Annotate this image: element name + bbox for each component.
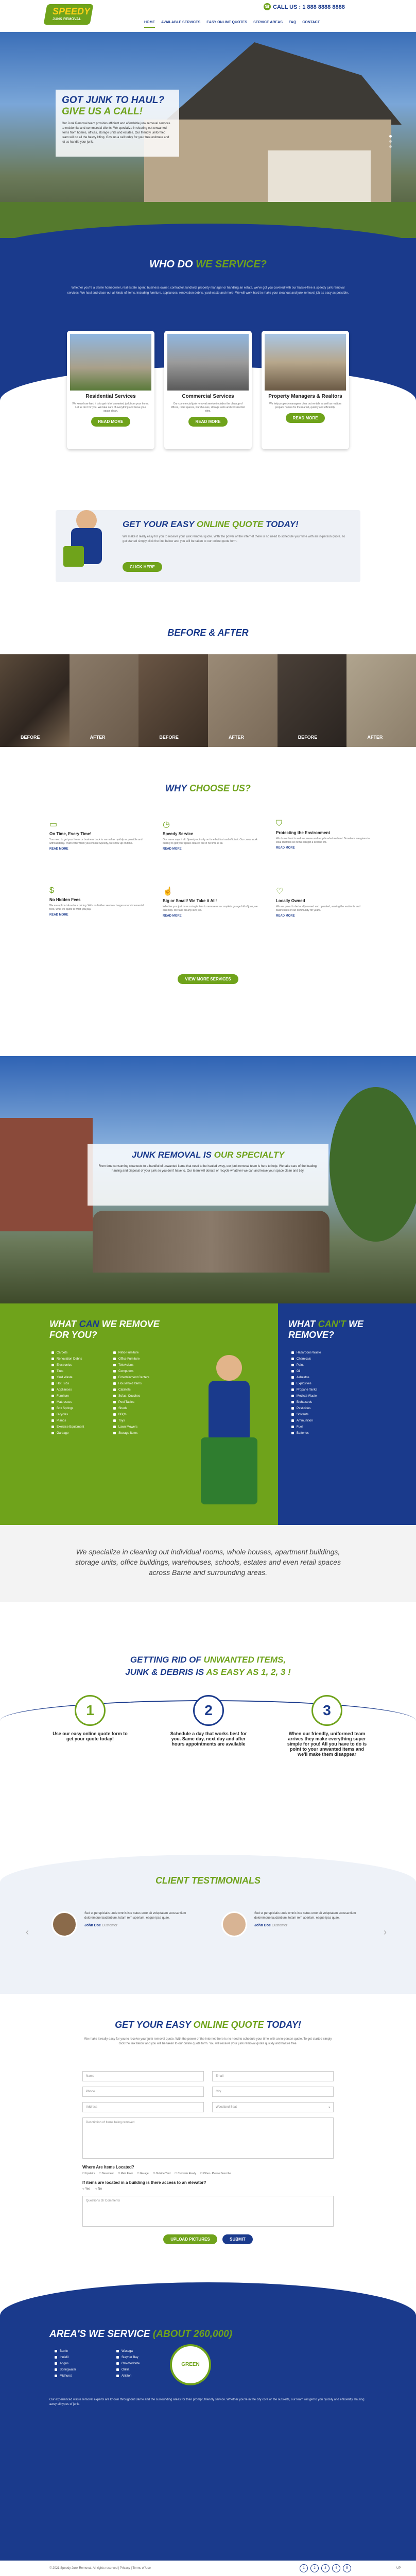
before-label: BEFORE: [298, 735, 318, 740]
logo-sub: JUNK REMOVAL: [53, 18, 81, 21]
nav-quotes[interactable]: EASY ONLINE QUOTES: [206, 21, 248, 24]
quote-title: GET YOUR EASY ONLINE QUOTE TODAY!: [123, 519, 299, 529]
can-item: Bicycles: [51, 1412, 108, 1418]
card-title: Commercial Services: [182, 394, 234, 399]
before-after-title: BEFORE & AFTER: [167, 628, 249, 638]
testimonial-name: John Doe: [254, 1924, 271, 1927]
area-item: Midhurst: [55, 2373, 106, 2379]
cant-list: [291, 1350, 384, 1436]
cant-item: Propane Tanks: [291, 1387, 384, 1393]
form-intro: We make it really easy for you to receive your junk removal quote. With the power of the internet there is no need to schedule your time with an in-person quote. To get started simply click the link below and you will be taken to our online quote form. You will receive your junk removal quote quickly and hassle free.: [84, 2038, 332, 2045]
where-label: Where Are Items Located?: [82, 2165, 134, 2170]
read-more-link[interactable]: READ MORE: [276, 846, 295, 850]
quote-form: [82, 2071, 334, 2246]
why-item-title: Locally Owned: [276, 899, 305, 903]
cant-item: Solvents: [291, 1412, 384, 1418]
why-item-6: [276, 886, 374, 918]
shield-icon: ⛉: [276, 819, 283, 828]
can-item: Pianos: [51, 1418, 108, 1424]
hero-title-line1: GOT JUNK TO HAUL?: [62, 95, 165, 106]
area-item: Springwater: [55, 2367, 106, 2373]
upload-pictures-button[interactable]: UPLOAD PICTURES: [163, 2234, 217, 2244]
main-nav: [144, 21, 350, 28]
why-item-2: [163, 819, 261, 851]
specialize-section: [0, 1525, 416, 1602]
header: [0, 0, 416, 32]
where-opt[interactable]: ☐ Upstairs: [82, 2172, 95, 2175]
prev-arrow-icon[interactable]: ‹: [26, 1927, 29, 1937]
brick-house-image: [0, 1118, 93, 1231]
after-label: AFTER: [90, 735, 106, 740]
steps-title: GETTING RID OF UNWANTED ITEMS, JUNK & DEBRIS IS AS EASY AS 1, 2, 3 !: [125, 1655, 291, 1677]
back-to-top-button[interactable]: UP: [396, 2567, 401, 2570]
can-item: Exercise Equipment: [51, 1424, 108, 1430]
who-card-residential: [67, 331, 154, 449]
tree-image: [330, 1087, 416, 1242]
view-more-services-button[interactable]: VIEW MORE SERVICES: [178, 974, 238, 984]
form-title: GET YOUR EASY ONLINE QUOTE TODAY!: [115, 2020, 301, 2030]
area-item: Orillia: [116, 2367, 168, 2373]
elevator-options: [82, 2188, 102, 2191]
why-item-text: We are proud to be locally owned and operated, serving the residents and businesses of our community for years.: [276, 905, 360, 912]
commercial-image: [167, 334, 249, 391]
copyright: © 2021 Speedy Junk Removal. All rights reserved | Privacy | Terms of Use: [49, 2567, 151, 2570]
can-item: Lawn Mowers: [113, 1424, 170, 1430]
logo-text: SPEEDY: [53, 6, 91, 16]
can-item: Renovation Debris: [51, 1356, 108, 1362]
cant-item: Explosives: [291, 1381, 384, 1387]
testimonial-1: [51, 1911, 196, 1927]
can-item: Electronics: [51, 1362, 108, 1368]
where-opt[interactable]: ☐ Garage: [137, 2172, 149, 2175]
before-image-2: [138, 654, 208, 747]
areas-section: [0, 2282, 416, 2561]
testimonial-name: John Doe: [84, 1924, 101, 1927]
elevator-no-radio[interactable]: ○ No: [95, 2188, 102, 2191]
elevator-label: If items are located in a building is there access to an elevator?: [82, 2180, 206, 2185]
area-item: Alliston: [116, 2373, 168, 2379]
areas-title: AREA'S WE SERVICE (ABOUT 260,000): [49, 2329, 233, 2340]
area-item: Innisfil: [55, 2354, 106, 2361]
why-item-4: [49, 886, 147, 917]
hero-title-line2: GIVE US A CALL!: [62, 106, 143, 117]
why-item-5: [163, 886, 261, 918]
why-item-text: You need to get your home or business back to normal as quickly as possible and without delay. That's why when you choose Speedy, we show up on time.: [49, 838, 143, 845]
address-field[interactable]: Address: [82, 2102, 204, 2112]
page-button[interactable]: 3: [321, 2564, 330, 2572]
step-text: When our friendly, uniformed team arrives they make everything super simple for you! All you have to do is point to your unwanted items and we'll make them disappear: [287, 1731, 367, 1757]
why-item-text: Whether you just have a single item to remove or a complete garage full of junk, we can help. We take on any size job.: [163, 905, 258, 912]
area-item: Angus: [55, 2361, 106, 2367]
testimonial-role: Customer: [101, 1924, 118, 1927]
can-item: Mattresses: [51, 1399, 108, 1405]
where-options: [82, 2172, 334, 2175]
read-more-button[interactable]: READ MORE: [188, 417, 228, 427]
can-item: Appliances: [51, 1387, 108, 1393]
can-item: Sofas, Couches: [113, 1393, 170, 1399]
quote-text: We make it really easy for you to receive your junk removal quote. With the power of the internet there is no need to schedule your time with an in-person quote. To get started simply click the link below and you will be taken to our online quote form.: [123, 535, 345, 543]
testimonials-title: CLIENT TESTIMONIALS: [155, 1875, 261, 1886]
nav-contact[interactable]: CONTACT: [302, 21, 320, 24]
heart-icon: ♡: [276, 887, 284, 896]
calendar-icon: ▭: [49, 820, 58, 829]
email-field[interactable]: Email: [212, 2071, 334, 2081]
after-label: AFTER: [229, 735, 245, 740]
step-3: [286, 1695, 368, 1757]
card-title: Residential Services: [85, 394, 136, 399]
cant-item: Ammunition: [291, 1418, 384, 1424]
cant-item: Chemicals: [291, 1356, 384, 1362]
submit-button[interactable]: SUBMIT: [222, 2234, 253, 2244]
card-text: We help property managers clear out rentals as well as realtors prepare homes for the market, quickly and efficiently.: [269, 402, 341, 409]
slider-dot[interactable]: [389, 135, 392, 138]
before-after-strip: [0, 654, 416, 747]
elevator-yes-radio[interactable]: ○ Yes: [82, 2188, 90, 2191]
area-item: Barrie: [55, 2348, 106, 2354]
cant-item: Medical Waste: [291, 1393, 384, 1399]
step-text: Use our easy online quote form to get your quote today!: [53, 1731, 128, 1741]
nav-services[interactable]: AVAILABLE SERVICES: [161, 21, 201, 24]
specialty-box: [88, 1144, 328, 1206]
can-list-col2: [113, 1350, 170, 1436]
phone-field[interactable]: Phone: [82, 2087, 204, 2097]
testimonial-2: [221, 1911, 366, 1927]
before-image-1: [0, 654, 70, 747]
read-more-button[interactable]: READ MORE: [91, 417, 131, 427]
read-more-link[interactable]: READ MORE: [163, 848, 182, 851]
cant-item: Paint: [291, 1362, 384, 1368]
area-item: Wasaga: [116, 2348, 168, 2354]
why-item-text: We do our best to reduce, reuse and recycle what we haul. Donations are given to local charities so items can get a second life.: [276, 837, 370, 844]
specialize-text: We specialize in cleaning out individual rooms, whole houses, apartment buildings, storage units, office buildings, warehouses, schools, estates and even retail spaces across Barrie and surrounding areas.: [75, 1548, 341, 1577]
can-item: Cabinets: [113, 1387, 170, 1393]
can-item: Entertainment Centers: [113, 1375, 170, 1381]
property-image: [265, 334, 346, 391]
card-title: Property Managers & Realtors: [268, 394, 342, 399]
why-item-3: [276, 819, 374, 850]
areas-col1: [55, 2348, 106, 2379]
page-button[interactable]: 4: [332, 2564, 340, 2572]
can-item: Storage Items: [113, 1430, 170, 1436]
woodland-select[interactable]: Woodland Seat ▾: [212, 2102, 334, 2112]
area-item: Stayner Bay: [116, 2354, 168, 2361]
can-item: BBQs: [113, 1412, 170, 1418]
slider-dot[interactable]: [389, 140, 392, 143]
page-button[interactable]: 2: [310, 2564, 319, 2572]
page-button[interactable]: 1: [300, 2564, 308, 2572]
name-field[interactable]: Name: [82, 2071, 204, 2081]
can-item: Tires: [51, 1368, 108, 1375]
can-item: Yard Waste: [51, 1375, 108, 1381]
description-field[interactable]: Description of Items being removed: [82, 2117, 334, 2159]
thumbs-up-icon: ☝: [163, 887, 173, 896]
read-more-link[interactable]: READ MORE: [276, 914, 295, 918]
read-more-link[interactable]: READ MORE: [49, 913, 68, 917]
can-item: Household Items: [113, 1381, 170, 1387]
why-item-1: [49, 819, 147, 851]
before-label: BEFORE: [159, 735, 179, 740]
click-here-button[interactable]: CLICK HERE: [123, 562, 162, 572]
mascot-trash-image: [196, 1355, 268, 1510]
area-item: Oro-Medonte: [116, 2361, 168, 2367]
avatar: [221, 1911, 247, 1937]
cant-item: Hazardous Waste: [291, 1350, 384, 1356]
why-item-title: Protecting the Environment: [276, 831, 330, 835]
after-label: AFTER: [367, 735, 383, 740]
can-item: Pool Tables: [113, 1399, 170, 1405]
dollar-icon: $: [49, 886, 54, 895]
who-section: [0, 238, 416, 480]
before-image-3: [278, 654, 347, 747]
step-num: 1: [75, 1695, 106, 1726]
can-title: WHAT CAN WE REMOVE FOR YOU?: [49, 1319, 160, 1340]
where-opt[interactable]: ☐ Curbside Ready: [175, 2172, 197, 2175]
can-list-col1: [51, 1350, 108, 1436]
who-intro: Whether you're a Barrie homeowner, real estate agent, business owner, contractor, landlord, property manager or handling an estate, we've got you covered with our hassle-free & speedy junk removal services. We haul and clean-out all kinds of items, including furniture, appliances, renovation debris, yard waste and more. We will work hard to make your cleanout and junk removal job as easy as possible.: [67, 286, 349, 295]
before-label: BEFORE: [21, 735, 40, 740]
why-item-title: No Hidden Fees: [49, 897, 81, 902]
quote-banner: [56, 510, 360, 582]
where-opt[interactable]: ☐ Outside Yard: [152, 2172, 171, 2175]
read-more-link[interactable]: READ MORE: [163, 914, 182, 918]
hero-box: [56, 90, 179, 157]
remove-section: [0, 1303, 416, 1525]
residential-image: [70, 334, 151, 391]
can-item: Toys: [113, 1418, 170, 1424]
after-image-2: [208, 654, 278, 747]
areas-text: Our experienced waste removal experts are known throughout Barrie and the surrounding areas for their prompt, friendly service. Whether you're in the city core or the outskirts, our team will get to you quickly and efficiently, hauling away all types of junk.: [49, 2398, 365, 2406]
why-item-text: We are upfront about our pricing. With no hidden service charges or environmental fees, what we quote is what you pay.: [49, 904, 144, 911]
junk-pile-image: [93, 1211, 330, 1273]
where-opt[interactable]: ☐ Basement: [99, 2172, 114, 2175]
after-image-3: [346, 654, 416, 747]
testimonial-text: Sed ut perspiciatis unde omnis iste natus error sit voluptatem accusantium doloremque laudantium, totam rem aperiam, eaque ipsa quae.: [84, 1912, 186, 1920]
step-2: [170, 1695, 247, 1747]
nav-home[interactable]: HOME: [144, 21, 155, 28]
testimonial-role: Customer: [271, 1924, 288, 1927]
green-badge-icon: GREEN: [170, 2344, 211, 2385]
can-item: Garbage: [51, 1430, 108, 1436]
slider-dot[interactable]: [389, 145, 392, 148]
specialty-section: [0, 1056, 416, 1303]
where-opt[interactable]: ☐ Other - Please Describe: [200, 2172, 231, 2175]
cant-item: Pesticides: [291, 1405, 384, 1412]
next-arrow-icon[interactable]: ›: [384, 1927, 387, 1937]
can-item: Carpets: [51, 1350, 108, 1356]
footer: [0, 2561, 416, 2576]
testimonials-section: [0, 1855, 416, 1994]
who-card-property: [262, 331, 349, 449]
questions-field[interactable]: Questions Or Comments: [82, 2196, 334, 2227]
areas-col2: [116, 2348, 168, 2379]
hero: [0, 32, 416, 238]
cant-item: Asbestos: [291, 1375, 384, 1381]
can-item: Patio Furniture: [113, 1350, 170, 1356]
why-item-title: On Time, Every Time!: [49, 832, 92, 836]
can-item: Televisions: [113, 1362, 170, 1368]
who-title: WHO DO WE SERVICE?: [149, 259, 267, 270]
nav-faq[interactable]: FAQ: [288, 21, 297, 24]
can-item: Sheds: [113, 1405, 170, 1412]
can-item: Box Springs: [51, 1405, 108, 1412]
step-num: 2: [193, 1695, 224, 1726]
why-item-title: Big or Small! We Take it All!: [163, 899, 217, 903]
nav-areas[interactable]: SERVICE AREAS: [253, 21, 283, 24]
read-more-button[interactable]: READ MORE: [286, 413, 325, 423]
cant-title: WHAT CAN'T WE REMOVE?: [288, 1319, 363, 1340]
specialty-text: From time consuming cleanouts to a handful of unwanted items that need to be hauled away, our junk removal team is here to help. We take care of the loading, hauling and disposal of your junk so you don't have to. Our team will donate or recycle whatever we can and leave your space clean and tidy.: [98, 1165, 318, 1173]
who-card-commercial: [164, 331, 252, 449]
page-button[interactable]: 5: [343, 2564, 351, 2572]
call-label[interactable]: CALL US : 1 888 8888 8888: [273, 4, 345, 10]
where-opt[interactable]: ☐ Main Floor: [117, 2172, 133, 2175]
can-item: Hot Tubs: [51, 1381, 108, 1387]
can-item: Office Furniture: [113, 1356, 170, 1362]
clock-icon: ◷: [163, 820, 170, 829]
city-field[interactable]: City: [212, 2087, 334, 2097]
mascot-image: [61, 505, 112, 582]
why-title: WHY CHOOSE US?: [165, 783, 251, 793]
step-num: 3: [311, 1695, 342, 1726]
chevron-down-icon: ▾: [328, 2106, 330, 2109]
can-item: Furniture: [51, 1393, 108, 1399]
house-garage-image: [268, 150, 371, 207]
hero-dots: [389, 135, 392, 148]
logo[interactable]: [45, 3, 92, 27]
avatar: [51, 1911, 77, 1937]
hero-text: Our Junk Removal team provides efficient and affordable junk removal services to residential and commercial clients. We specialize in clearing out unwanted items from homes, offices, storage units and estates. Our friendly uniformed team will do all the heavy lifting. Give us a call today for your free estimate and let us handle your junk.: [62, 122, 170, 144]
cant-item: Batteries: [291, 1430, 384, 1436]
pagination: [300, 2564, 351, 2572]
step-text: Schedule a day that works best for you. Same day, next day and after hours appointments are available: [170, 1731, 247, 1747]
can-item: Computers: [113, 1368, 170, 1375]
phone-icon: ☎: [264, 3, 271, 10]
read-more-link[interactable]: READ MORE: [49, 848, 68, 851]
cant-item: Biohazards: [291, 1399, 384, 1405]
why-item-text: Our name says it all. Speedy not only on time but fast and efficient. Our crews work quickly to get your space cleared out in no time at all.: [163, 838, 258, 845]
step-1: [51, 1695, 129, 1741]
cant-item: Fuel: [291, 1424, 384, 1430]
cant-item: Oil: [291, 1368, 384, 1375]
testimonial-text: Sed ut perspiciatis unde omnis iste natus error sit voluptatem accusantium doloremque laudantium, totam rem aperiam, eaque ipsa quae.: [254, 1912, 356, 1920]
specialty-title: JUNK REMOVAL IS OUR SPECIALTY: [131, 1150, 285, 1160]
after-image-1: [70, 654, 139, 747]
card-text: Our commercial junk removal service includes the cleanup of offices, retail spaces, warehouses, storage units and construction sites.: [170, 402, 246, 413]
why-item-title: Speedy Service: [163, 832, 194, 836]
card-text: We know how hard it is to get rid of unwanted junk from your home. Let us do it for you. We take care of everything and leave your space clean.: [72, 402, 149, 413]
